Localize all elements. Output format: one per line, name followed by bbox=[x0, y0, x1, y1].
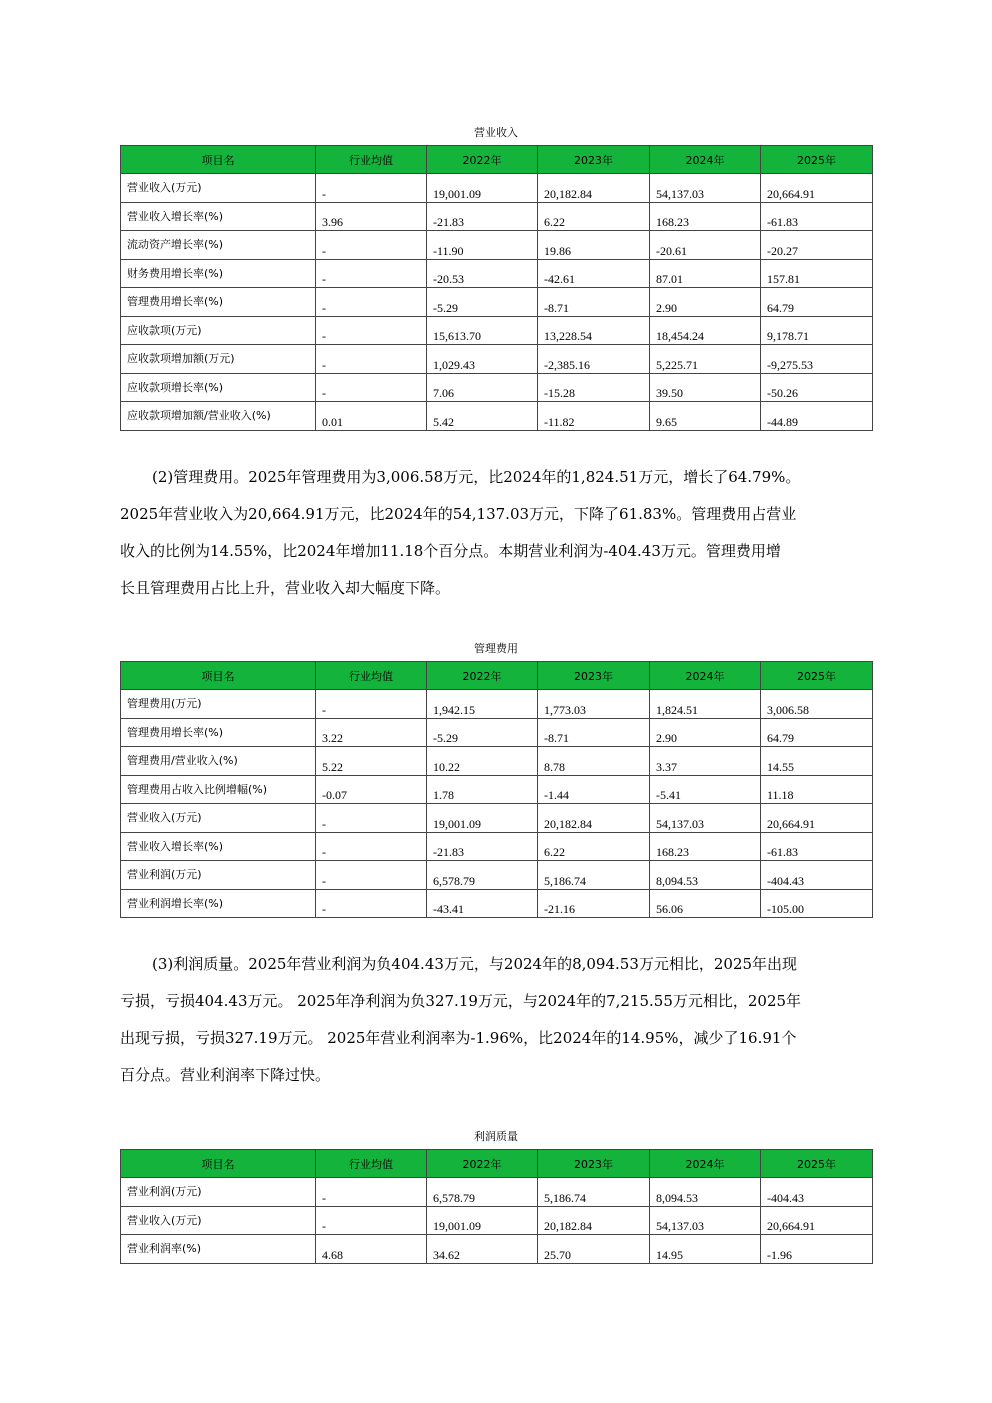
table-cell: - bbox=[316, 804, 427, 833]
table-cell: 2.90 bbox=[650, 288, 761, 317]
paragraph-line: 百分点。营业利润率下降过快。 bbox=[120, 1066, 331, 1084]
table-row bbox=[121, 775, 873, 804]
table-cell: 0.01 bbox=[316, 402, 427, 431]
table-cell: 1,942.15 bbox=[427, 690, 538, 719]
table-cell: -2,385.16 bbox=[538, 345, 650, 374]
row-label: 管理费用增长率(%) bbox=[121, 288, 316, 317]
column-header: 2023年 bbox=[538, 146, 650, 174]
table-cell: 19,001.09 bbox=[427, 174, 538, 203]
table-cell: 168.23 bbox=[650, 832, 761, 861]
table-cell: -11.90 bbox=[427, 231, 538, 260]
table-row bbox=[121, 345, 873, 374]
row-label: 应收款项增加额(万元) bbox=[121, 345, 316, 374]
table-cell: 18,454.24 bbox=[650, 316, 761, 345]
table-cell: 9.65 bbox=[650, 402, 761, 431]
table-cell: 5,186.74 bbox=[538, 861, 650, 890]
table-cell: 20,182.84 bbox=[538, 1206, 650, 1235]
table-row bbox=[121, 259, 873, 288]
column-header: 项目名 bbox=[121, 1150, 316, 1178]
row-label: 营业利润(万元) bbox=[121, 1178, 316, 1207]
column-header: 2022年 bbox=[427, 662, 538, 690]
row-label: 营业利润率(%) bbox=[121, 1235, 316, 1264]
paragraph-line: 收入的比例为14.55%，比2024年增加11.18个百分点。本期营业利润为-404.43万元。管理费用增 bbox=[120, 542, 781, 560]
table-cell: 14.95 bbox=[650, 1235, 761, 1264]
table-cell: 1,824.51 bbox=[650, 690, 761, 719]
column-header: 2024年 bbox=[650, 1150, 761, 1178]
column-header: 项目名 bbox=[121, 662, 316, 690]
table-cell: 5,186.74 bbox=[538, 1178, 650, 1207]
table-cell: -0.07 bbox=[316, 775, 427, 804]
table-cell: 4.68 bbox=[316, 1235, 427, 1264]
table-cell: - bbox=[316, 231, 427, 260]
table-cell: - bbox=[316, 373, 427, 402]
table-cell: -61.83 bbox=[761, 202, 873, 231]
paragraph-line: 2025年营业收入为20,664.91万元，比2024年的54,137.03万元，下降了61.83%。管理费用占营业 bbox=[120, 505, 797, 523]
table-cell: 3.22 bbox=[316, 718, 427, 747]
table-cell: -20.53 bbox=[427, 259, 538, 288]
table-cell: 9,178.71 bbox=[761, 316, 873, 345]
table-cell: -404.43 bbox=[761, 861, 873, 890]
table-cell: 8.78 bbox=[538, 747, 650, 776]
table-cell: 3,006.58 bbox=[761, 690, 873, 719]
table-cell: -15.28 bbox=[538, 373, 650, 402]
table-row bbox=[121, 718, 873, 747]
column-header: 行业均值 bbox=[316, 146, 427, 174]
column-header: 2022年 bbox=[427, 146, 538, 174]
column-header: 2025年 bbox=[761, 662, 873, 690]
admin-expense-table bbox=[120, 661, 873, 918]
table-cell: 14.55 bbox=[761, 747, 873, 776]
table-cell: 1,029.43 bbox=[427, 345, 538, 374]
table-header-row bbox=[121, 146, 873, 174]
table-cell: 54,137.03 bbox=[650, 174, 761, 203]
table-cell: - bbox=[316, 1206, 427, 1235]
table-cell: 56.06 bbox=[650, 889, 761, 918]
table-cell: 2.90 bbox=[650, 718, 761, 747]
row-label: 应收款项(万元) bbox=[121, 316, 316, 345]
table-cell: 19,001.09 bbox=[427, 1206, 538, 1235]
revenue-table bbox=[120, 145, 873, 431]
table-cell: 13,228.54 bbox=[538, 316, 650, 345]
table-cell: 1,773.03 bbox=[538, 690, 650, 719]
profit-quality-table bbox=[120, 1149, 873, 1264]
table-cell: 20,182.84 bbox=[538, 174, 650, 203]
table-cell: -105.00 bbox=[761, 889, 873, 918]
row-label: 管理费用占收入比例增幅(%) bbox=[121, 775, 316, 804]
column-header: 2025年 bbox=[761, 1150, 873, 1178]
column-header: 项目名 bbox=[121, 146, 316, 174]
table-cell: 3.37 bbox=[650, 747, 761, 776]
row-label: 营业收入(万元) bbox=[121, 174, 316, 203]
row-label: 营业利润增长率(%) bbox=[121, 889, 316, 918]
table-cell: 87.01 bbox=[650, 259, 761, 288]
table-row bbox=[121, 1178, 873, 1207]
table-cell: 6,578.79 bbox=[427, 861, 538, 890]
table-cell: -50.26 bbox=[761, 373, 873, 402]
table-cell: 5.22 bbox=[316, 747, 427, 776]
table-cell: 168.23 bbox=[650, 202, 761, 231]
table-row bbox=[121, 316, 873, 345]
row-label: 管理费用增长率(%) bbox=[121, 718, 316, 747]
row-label: 管理费用/营业收入(%) bbox=[121, 747, 316, 776]
table-row bbox=[121, 804, 873, 833]
table-cell: - bbox=[316, 259, 427, 288]
table-row bbox=[121, 889, 873, 918]
table-cell: - bbox=[316, 861, 427, 890]
row-label: 营业收入增长率(%) bbox=[121, 832, 316, 861]
column-header: 2025年 bbox=[761, 146, 873, 174]
paragraph-line: (3)利润质量。2025年营业利润为负404.43万元，与2024年的8,094.53万元相比，2025年出现 bbox=[152, 955, 798, 973]
table-cell: -1.44 bbox=[538, 775, 650, 804]
table-header-row bbox=[121, 1150, 873, 1178]
table-cell: - bbox=[316, 690, 427, 719]
table-row bbox=[121, 747, 873, 776]
table-cell: 3.96 bbox=[316, 202, 427, 231]
table-cell: 64.79 bbox=[761, 718, 873, 747]
table-cell: -43.41 bbox=[427, 889, 538, 918]
paragraph-profit-quality bbox=[120, 946, 875, 1094]
table-cell: 10.22 bbox=[427, 747, 538, 776]
table-cell: -20.61 bbox=[650, 231, 761, 260]
table-cell: 7.06 bbox=[427, 373, 538, 402]
row-label: 营业收入(万元) bbox=[121, 1206, 316, 1235]
table-cell: -11.82 bbox=[538, 402, 650, 431]
table-cell: 5.42 bbox=[427, 402, 538, 431]
table-row bbox=[121, 832, 873, 861]
table-cell: 34.62 bbox=[427, 1235, 538, 1264]
row-label: 应收款项增长率(%) bbox=[121, 373, 316, 402]
row-label: 应收款项增加额/营业收入(%) bbox=[121, 402, 316, 431]
paragraph-admin-expense bbox=[120, 459, 875, 607]
table-cell: -42.61 bbox=[538, 259, 650, 288]
column-header: 2024年 bbox=[650, 146, 761, 174]
table-caption-revenue: 营业收入 bbox=[474, 126, 518, 139]
table-cell: -9,275.53 bbox=[761, 345, 873, 374]
table-cell: - bbox=[316, 889, 427, 918]
table-cell: -21.83 bbox=[427, 202, 538, 231]
table-cell: 39.50 bbox=[650, 373, 761, 402]
column-header: 行业均值 bbox=[316, 1150, 427, 1178]
column-header: 行业均值 bbox=[316, 662, 427, 690]
table-cell: - bbox=[316, 832, 427, 861]
table-caption-admin-expense: 管理费用 bbox=[474, 642, 518, 655]
table-row bbox=[121, 373, 873, 402]
paragraph-line: 长且管理费用占比上升，营业收入却大幅度下降。 bbox=[120, 579, 451, 597]
table-cell: - bbox=[316, 345, 427, 374]
table-header-row bbox=[121, 662, 873, 690]
table-cell: 25.70 bbox=[538, 1235, 650, 1264]
table-cell: -5.41 bbox=[650, 775, 761, 804]
table-row bbox=[121, 1235, 873, 1264]
table-cell: 1.78 bbox=[427, 775, 538, 804]
table-cell: 8,094.53 bbox=[650, 861, 761, 890]
table-row bbox=[121, 690, 873, 719]
table-cell: 64.79 bbox=[761, 288, 873, 317]
table-cell: 20,664.91 bbox=[761, 804, 873, 833]
table-cell: -404.43 bbox=[761, 1178, 873, 1207]
table-cell: 20,664.91 bbox=[761, 1206, 873, 1235]
column-header: 2022年 bbox=[427, 1150, 538, 1178]
column-header: 2023年 bbox=[538, 662, 650, 690]
row-label: 营业收入(万元) bbox=[121, 804, 316, 833]
table-cell: 8,094.53 bbox=[650, 1178, 761, 1207]
row-label: 管理费用(万元) bbox=[121, 690, 316, 719]
table-cell: 54,137.03 bbox=[650, 1206, 761, 1235]
table-cell: 20,182.84 bbox=[538, 804, 650, 833]
table-cell: 54,137.03 bbox=[650, 804, 761, 833]
table-cell: 19,001.09 bbox=[427, 804, 538, 833]
paragraph-line: 亏损，亏损404.43万元。 2025年净利润为负327.19万元，与2024年的7,215.55万元相比，2025年 bbox=[120, 992, 802, 1010]
table-cell: 11.18 bbox=[761, 775, 873, 804]
table-cell: - bbox=[316, 1178, 427, 1207]
table-row bbox=[121, 231, 873, 260]
table-cell: 20,664.91 bbox=[761, 174, 873, 203]
table-cell: -8.71 bbox=[538, 288, 650, 317]
table-caption-profit-quality: 利润质量 bbox=[474, 1130, 518, 1143]
table-cell: -1.96 bbox=[761, 1235, 873, 1264]
paragraph-line: 出现亏损，亏损327.19万元。 2025年营业利润率为-1.96%，比2024年的14.95%，减少了16.91个 bbox=[120, 1029, 797, 1047]
table-cell: -21.16 bbox=[538, 889, 650, 918]
table-row bbox=[121, 861, 873, 890]
row-label: 营业利润(万元) bbox=[121, 861, 316, 890]
row-label: 财务费用增长率(%) bbox=[121, 259, 316, 288]
table-cell: -20.27 bbox=[761, 231, 873, 260]
table-cell: - bbox=[316, 316, 427, 345]
table-row bbox=[121, 202, 873, 231]
table-cell: -61.83 bbox=[761, 832, 873, 861]
table-cell: -5.29 bbox=[427, 288, 538, 317]
table-cell: - bbox=[316, 174, 427, 203]
table-row bbox=[121, 402, 873, 431]
table-cell: -44.89 bbox=[761, 402, 873, 431]
table-cell: 6.22 bbox=[538, 202, 650, 231]
column-header: 2023年 bbox=[538, 1150, 650, 1178]
table-cell: 5,225.71 bbox=[650, 345, 761, 374]
row-label: 流动资产增长率(%) bbox=[121, 231, 316, 260]
paragraph-line: (2)管理费用。2025年管理费用为3,006.58万元，比2024年的1,824.51万元，增长了64.79%。 bbox=[152, 468, 801, 486]
table-cell: -21.83 bbox=[427, 832, 538, 861]
table-cell: 19.86 bbox=[538, 231, 650, 260]
table-row bbox=[121, 174, 873, 203]
table-row bbox=[121, 288, 873, 317]
table-row bbox=[121, 1206, 873, 1235]
row-label: 营业收入增长率(%) bbox=[121, 202, 316, 231]
table-cell: -5.29 bbox=[427, 718, 538, 747]
table-cell: - bbox=[316, 288, 427, 317]
table-cell: 157.81 bbox=[761, 259, 873, 288]
column-header: 2024年 bbox=[650, 662, 761, 690]
table-cell: 15,613.70 bbox=[427, 316, 538, 345]
table-cell: 6.22 bbox=[538, 832, 650, 861]
table-cell: -8.71 bbox=[538, 718, 650, 747]
table-cell: 6,578.79 bbox=[427, 1178, 538, 1207]
